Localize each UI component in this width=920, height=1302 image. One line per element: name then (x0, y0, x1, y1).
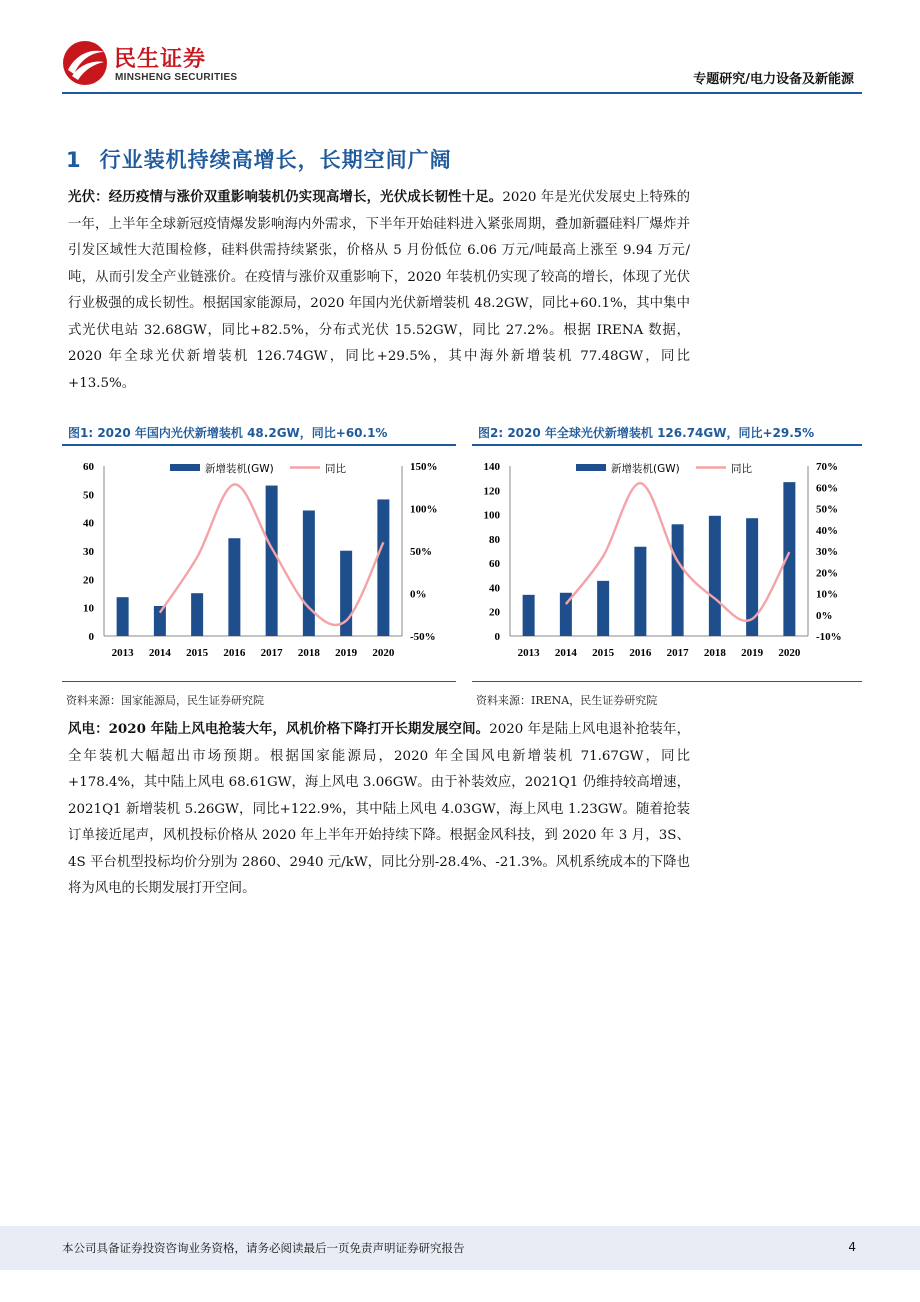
figure-1-x-tick-label: 2013 (111, 647, 134, 659)
page-number: 4 (848, 1240, 856, 1254)
figure-2-right-tick-label: -10% (816, 631, 842, 643)
figure-2-bar (523, 595, 535, 636)
figure-2-x-tick-label: 2015 (592, 647, 615, 659)
figure-2-right-tick-label: 70% (816, 461, 838, 473)
figure-1-title-rule (62, 444, 456, 446)
figure-1-x-tick-label: 2018 (297, 647, 320, 659)
figure-1-bar (154, 606, 166, 636)
figure-1-x-tick-label: 2016 (223, 647, 246, 659)
wind-paragraph-body: 2020 年是陆上风电退补抢装年，全年装机大幅超出市场预期。根据国家能源局，2020 年全国风电新增装机 71.67GW，同比+178.4%，其中陆上风电 68.61GW，海上风电 3.06GW。由于补装效应，2021Q1 仍维持较高增速，2021Q1 新增装机 5.26GW，同比+122.9%，其中陆上风电 4.03GW，海上风电 1.23GW。随着抢装订单接近尾声，风机投标价格从 2020 年上半年开始持续下降。根据金风科技，到 2020 年 3 月，3S、4S 平台机型投标均价分别为 2860、2940 元/kW，同比分别-28.4%、-21.3%。风机系统成本的下降也将为风电的长期发展打开空间。 (68, 722, 690, 896)
figure-1-chart (62, 450, 462, 665)
logo-chinese-name: 民生证券 (114, 47, 207, 72)
section-title: 行业装机持续高增长，长期空间广阔 (99, 148, 452, 172)
header-divider (62, 92, 862, 94)
figure-2-bar (709, 516, 721, 636)
figure-1-right-tick-label: -50% (410, 631, 436, 643)
figure-2-left-tick-label: 0 (494, 631, 500, 643)
figure-2-source-rule (472, 681, 862, 682)
figure-1-left-tick-label: 40 (83, 517, 94, 530)
figure-2-source: 资料来源：IRENA，民生证券研究院 (476, 694, 658, 707)
figure-2-right-tick-label: 10% (816, 588, 838, 601)
figure-2-x-tick-label: 2018 (703, 647, 726, 659)
figure-1-left-tick-label: 0 (88, 631, 94, 643)
figure-2-legend-line-label: 同比 (731, 463, 752, 475)
figure-1-left-tick-label: 50 (83, 489, 94, 502)
figure-2-right-tick-label: 20% (816, 567, 838, 580)
section-heading (66, 144, 452, 174)
figure-2-chart (468, 450, 868, 665)
figure-2-x-tick-label: 2013 (517, 647, 540, 659)
figure-2-left-tick-label: 120 (483, 485, 500, 498)
figure-2-right-tick-label: 50% (816, 503, 838, 516)
figure-1-right-tick-label: 50% (410, 546, 432, 558)
report-section-label: 专题研究/电力设备及新能源 (693, 72, 854, 87)
figure-2-x-tick-label: 2019 (741, 647, 764, 659)
figure-2-bar (672, 524, 684, 636)
figure-2-right-tick-label: 40% (816, 524, 838, 537)
figure-1-right-tick-label: 150% (410, 461, 438, 473)
figure-2-bar (597, 581, 609, 636)
figure-2-x-tick-label: 2017 (666, 647, 689, 659)
figure-2-left-tick-label: 40 (489, 582, 500, 595)
figure-2-right-tick-label: 0% (816, 609, 833, 622)
wind-paragraph (68, 716, 690, 903)
figure-1-left-tick-label: 10 (83, 602, 94, 615)
section-number: 1 (66, 148, 82, 172)
figure-1-legend-line-label: 同比 (325, 463, 346, 475)
wind-paragraph-lead: 风电：2020 年陆上风电抢装大年，风机价格下降打开长期发展空间。 (68, 721, 490, 737)
figure-1-x-tick-label: 2017 (260, 647, 283, 659)
figure-1-bar (228, 538, 240, 636)
figure-2-left-tick-label: 20 (489, 606, 500, 619)
figure-1-x-tick-label: 2019 (335, 647, 358, 659)
figure-2-left-tick-label: 100 (483, 509, 500, 522)
figure-1-source: 资料来源：国家能源局，民生证券研究院 (66, 694, 264, 707)
figure-1-left-tick-label: 20 (83, 574, 94, 587)
figure-2-right-tick-label: 30% (816, 546, 838, 558)
figure-1-legend-bar-swatch (170, 464, 200, 471)
figure-1-bar (117, 597, 129, 636)
pv-paragraph (68, 184, 690, 397)
figure-2-right-tick-label: 60% (816, 482, 838, 495)
figure-1-x-tick-label: 2015 (186, 647, 209, 659)
figure-2-title-rule (472, 444, 862, 446)
figure-1-left-tick-label: 30 (83, 546, 94, 558)
figure-2-legend-bar-swatch (576, 464, 606, 471)
logo-english-name: MINSHENG SECURITIES (115, 72, 238, 83)
page-footer (0, 1226, 920, 1270)
figure-1-left-tick-label: 60 (83, 461, 94, 473)
minsheng-logo-icon (62, 40, 108, 86)
figure-1-source-rule (62, 681, 456, 682)
figure-1-right-tick-label: 0% (410, 588, 427, 601)
figure-2-bar (634, 547, 646, 636)
figure-2-x-tick-label: 2016 (629, 647, 652, 659)
figure-2-x-tick-label: 2014 (554, 647, 577, 659)
figure-2-left-tick-label: 80 (489, 533, 500, 546)
figure-1-title: 图1: 2020 年国内光伏新增装机 48.2GW，同比+60.1% (68, 426, 388, 440)
figure-1-bar (191, 593, 203, 636)
figure-1-x-tick-label: 2014 (148, 647, 171, 659)
page-header (0, 0, 920, 96)
figure-1-bar (377, 499, 389, 636)
figure-2-x-tick-label: 2020 (778, 647, 801, 659)
figure-1-bar (303, 510, 315, 636)
figure-1-right-tick-label: 100% (410, 503, 438, 516)
figure-2-left-tick-label: 140 (483, 461, 500, 473)
figure-2-legend-bar-label: 新增装机(GW) (611, 463, 680, 475)
figure-1-x-tick-label: 2020 (372, 647, 395, 659)
figure-1-legend-bar-label: 新增装机(GW) (205, 463, 274, 475)
figure-1-bar (266, 486, 278, 636)
figure-2-title: 图2: 2020 年全球光伏新增装机 126.74GW，同比+29.5% (478, 426, 815, 440)
pv-paragraph-lead: 光伏：经历疫情与涨价双重影响装机仍实现高增长，光伏成长韧性十足。 (68, 189, 503, 205)
figure-2-left-tick-label: 60 (489, 558, 500, 571)
footer-disclaimer: 本公司具备证券投资咨询业务资格，请务必阅读最后一页免责声明证券研究报告 (62, 1241, 465, 1255)
pv-paragraph-body: 2020 年是光伏发展史上特殊的一年，上半年全球新冠疫情爆发影响海内外需求，下半年开始硅料进入紧张周期，叠加新疆硅料厂爆炸并引发区域性大范围检修，硅料供需持续紧张，价格从 5 月份低位 6.06 万元/吨最高上涨至 9.94 万元/吨，从而引发全产业链涨价。在疫情与涨价双重影响下，2020 年装机仍实现了较高的增长，体现了光伏行业极强的成长韧性。根据国家能源局，2020 年国内光伏新增装机 48.2GW，同比+60.1%，其中集中式光伏电站 32.68GW，同比+82.5%，分布式光伏 15.52GW，同比 27.2%。根据 IRENA 数据，2020 年全球光伏新增装机 126.74GW，同比+29.5%，其中海外新增装机 77.48GW，同比+13.5%。 (68, 190, 691, 391)
